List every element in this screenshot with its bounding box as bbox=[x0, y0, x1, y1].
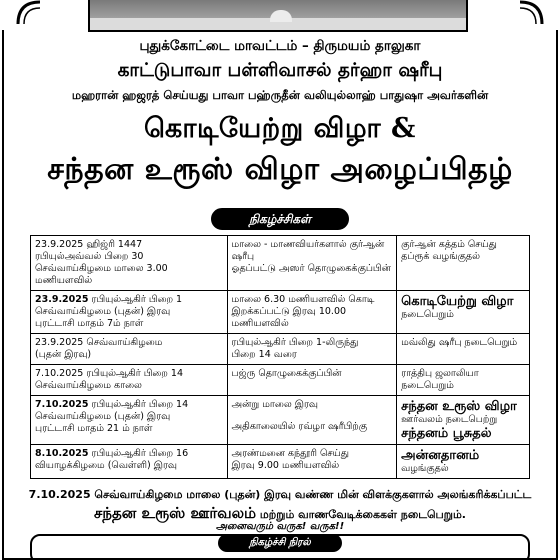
row-event-cell: கொடியேற்று விழா நடைபெறும் bbox=[397, 291, 530, 334]
row-time-cell: அன்று மாலை இரவு அதிகாலையில் ரவ்ழா ஷரீபிற்கு bbox=[227, 396, 397, 445]
title-flag-hoisting: கொடியேற்று விழா & bbox=[144, 113, 416, 144]
procession-note: 7.10.2025 செவ்வாய்கிழமை மாலை (புதன்) இரவு வண்ண மின் விளக்குகளால் அலங்கரிக்கப்பட்ட bbox=[28, 488, 532, 501]
table-row bbox=[31, 396, 530, 445]
row-date-cell: 23.9.2025 ஹிஜ்ரி 1447 ரபியுல்அவ்வல் பிறை 30 செவ்வாய்கிழமை மாலை 3.00 மணியளவில் bbox=[31, 236, 228, 291]
saint-line: மஹரான் ஹஜரத் செய்யது பாவா பஹ்ருதீன் வலியுல்லாஹ் பாதுஷா அவர்களின் bbox=[71, 88, 489, 102]
title-urs-invitation: சந்தன உரூஸ் விழா அழைப்பிதழ் bbox=[47, 152, 513, 187]
district-line: புதுக்கோட்டை மாவட்டம் – திருமயம் தாலுகா bbox=[139, 38, 421, 54]
schedule-badge: நிகழ்ச்சி நிரல் bbox=[218, 534, 342, 552]
programs-table bbox=[30, 235, 530, 479]
procession-title: சந்தன உரூஸ் ஊர்வலம் bbox=[94, 504, 257, 522]
programs-badge: நிகழ்ச்சிகள் bbox=[211, 208, 349, 230]
table-row bbox=[31, 365, 530, 396]
procession-suffix: மற்றும் வாணவேடிக்கைகள் நடைபெறும். bbox=[256, 508, 466, 521]
table-row bbox=[31, 445, 530, 479]
table-row bbox=[31, 236, 530, 291]
row-event-cell: ராத்திபு ஜலாலியா நடைபெறும் bbox=[397, 365, 530, 396]
dargah-name: காட்டுபாவா பள்ளிவாசல் தர்ஹா ஷரீபு bbox=[117, 60, 443, 81]
row-event-cell: அன்னதானம் வழங்குதல் bbox=[397, 445, 530, 479]
corner-ornament-left bbox=[16, 0, 42, 26]
row-time-cell: மாலை 6.30 மணியளவில் கொடி இறக்கப்பட்டு இரவு 10.00 மணியளவில் bbox=[227, 291, 397, 334]
row-date-cell: 7.10.2025 ரபியுல்ஆகிர் பிறை 14 செவ்வாய்கிழமை காலை bbox=[31, 365, 228, 396]
row-time-cell: பஜ்ரு தொழுகைக்குப்பின் bbox=[227, 365, 397, 396]
row-event-cell: குர்ஆன் கத்தம் செய்து தப்ரூக் வழங்குதல் bbox=[397, 236, 530, 291]
row-time-cell: ரபியுல்ஆகிர் பிறை 1-லிருந்து பிறை 14 வரை bbox=[227, 334, 397, 365]
row-time-cell: அரண்மனை கந்தூரி செய்து இரவு 9.00 மணியளவில் bbox=[227, 445, 397, 479]
welcome-line: அனைவரும் வருக! வருக!! bbox=[215, 521, 345, 532]
corner-ornament-right bbox=[518, 0, 544, 26]
row-date-cell: 23.9.2025 செவ்வாய்கிழமை (புதன் இரவு) bbox=[31, 334, 228, 365]
row-event-cell: மவ்லிது ஷரீபு நடைபெறும் bbox=[397, 334, 530, 365]
table-row bbox=[31, 334, 530, 365]
row-event-cell: சந்தன உரூஸ் விழா ஊர்வலம் நடைபெற்று சந்தனம் பூசுதல் bbox=[397, 396, 530, 445]
table-row bbox=[31, 291, 530, 334]
row-date-cell: 23.9.2025 ரபியுல்ஆகிர் பிறை 1 செவ்வாய்கிழமை (புதன்) இரவு புரட்டாசி மாதம் 7ம் நாள் bbox=[31, 291, 228, 334]
row-time-cell: மாலை - மாணவியர்களால் குர்ஆன் ஷரீபு ஓதப்பட்டு அஸர் தொழுகைக்குப்பின் bbox=[227, 236, 397, 291]
row-date-cell: 7.10.2025 ரபியுல்ஆகிர் பிறை 14 செவ்வாய்கிழமை (புதன்) இரவு புரட்டாசி மாதம் 21 ம் நாள் bbox=[31, 396, 228, 445]
row-date-cell: 8.10.2025 ரபியுல்ஆகிர் பிறை 16 வியாழக்கிழமை (வெள்ளி) இரவு bbox=[31, 445, 228, 479]
mosque-photo bbox=[88, 0, 468, 32]
